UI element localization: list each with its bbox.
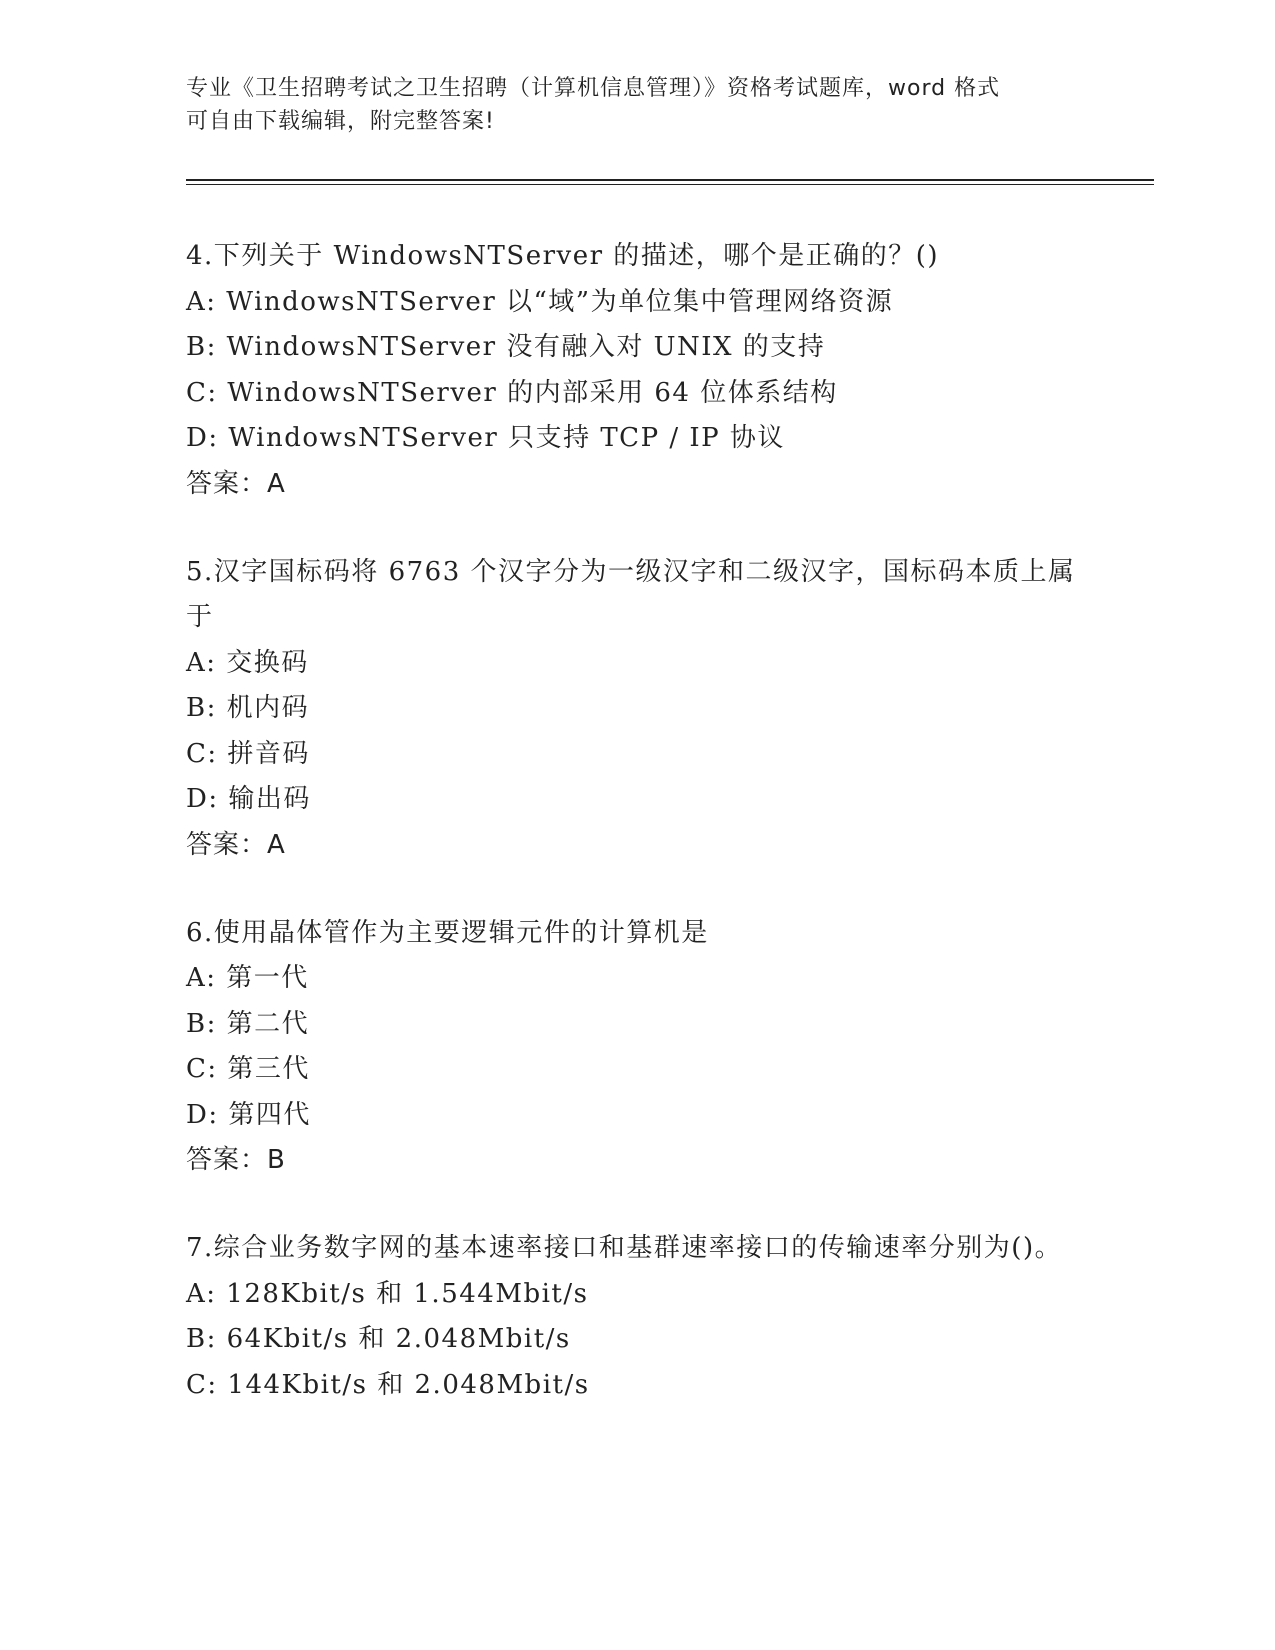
option-c: C: WindowsNTServer 的内部采用 64 位体系结构 [186, 377, 838, 408]
option-d: D: WindowsNTServer 只支持 TCP / IP 协议 [186, 423, 785, 453]
option-b: B: 64Kbit/s 和 2.048Mbit/s [186, 1324, 571, 1354]
option-b: B: WindowsNTServer 没有融入对 UNIX 的支持 [186, 332, 826, 362]
question-stem: 6.使用晶体管作为主要逻辑元件的计算机是 [186, 917, 709, 948]
question-7 [186, 1226, 1086, 1408]
question-list [186, 234, 1086, 1452]
answer: 答案：B [186, 1145, 286, 1175]
answer: 答案：A [186, 468, 286, 499]
question-stem: 7.综合业务数字网的基本速率接口和基群速率接口的传输速率分别为()。 [186, 1233, 1063, 1263]
option-c: C: 第三代 [186, 1054, 310, 1084]
option-c: C: 拼音码 [186, 738, 310, 769]
question-6 [186, 911, 1086, 1183]
option-d: D: 输出码 [186, 784, 311, 814]
question-5 [186, 550, 1086, 867]
header-line-1: 专业《卫生招聘考试之卫生招聘（计算机信息管理）》资格考试题库，word 格式 [186, 76, 1001, 101]
option-b: B: 第二代 [186, 1008, 310, 1039]
answer: 答案：A [186, 829, 286, 860]
header-divider-top [186, 179, 1154, 181]
header-line-2: 可自由下载编辑，附完整答案! [186, 109, 495, 134]
option-a: A: 第一代 [186, 963, 309, 993]
question-4 [186, 234, 1086, 506]
option-b: B: 机内码 [186, 693, 310, 723]
question-stem: 5.汉字国标码将 6763 个汉字分为一级汉字和二级汉字，国标码本质上属于 [186, 556, 1076, 632]
question-stem: 4.下列关于 WindowsNTServer 的描述，哪个是正确的？() [186, 241, 940, 271]
option-a: A: 128Kbit/s 和 1.544Mbit/s [186, 1278, 589, 1309]
header-divider-bottom [186, 184, 1154, 185]
option-d: D: 第四代 [186, 1099, 311, 1130]
document-header [186, 72, 1086, 138]
option-a: A: WindowsNTServer 以“域”为单位集中管理网络资源 [186, 286, 894, 317]
option-a: A: 交换码 [186, 647, 309, 678]
option-c: C: 144Kbit/s 和 2.048Mbit/s [186, 1369, 590, 1400]
